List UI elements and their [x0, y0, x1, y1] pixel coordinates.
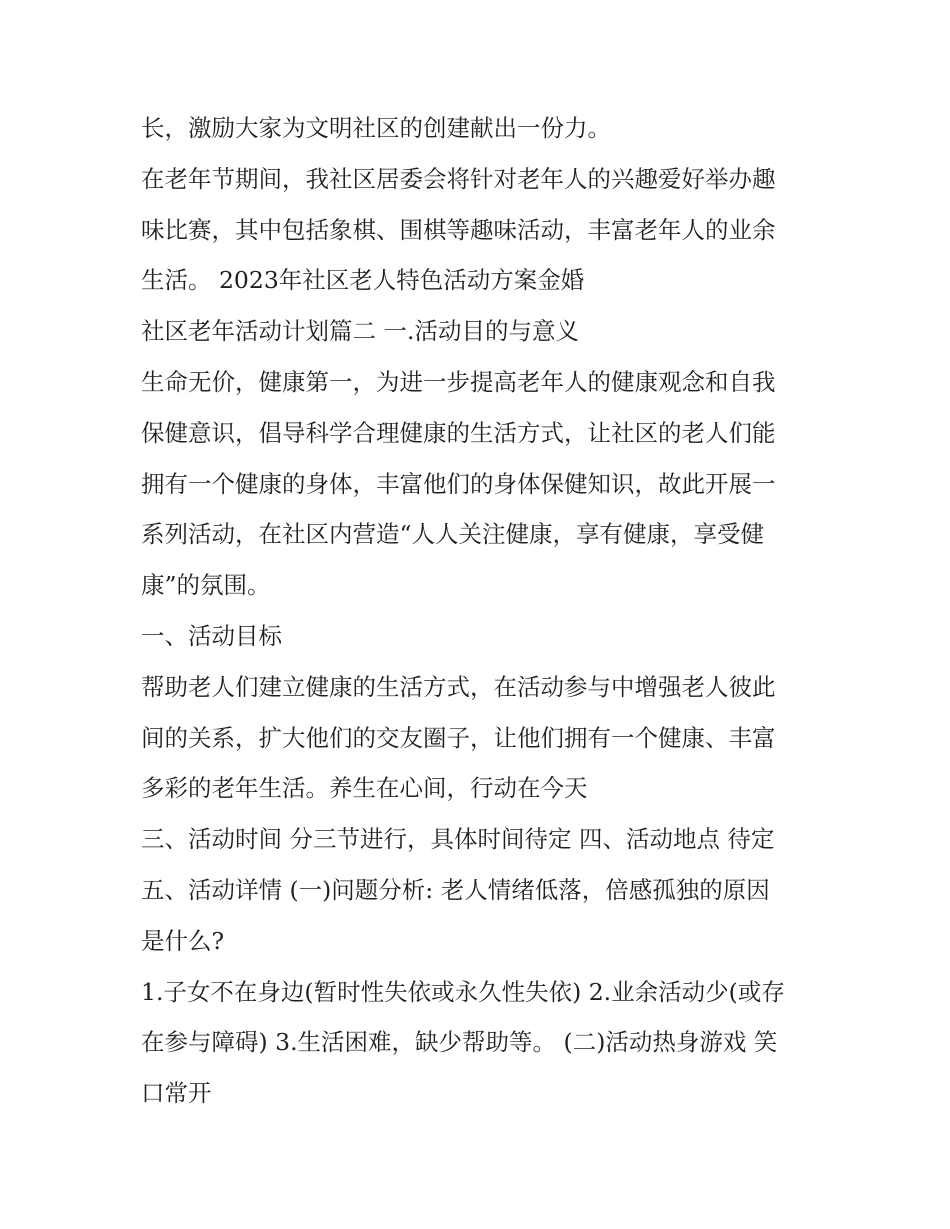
text-line-2: 在老年节期间，我社区居委会将针对老年人的兴趣爱好举办趣	[141, 164, 776, 193]
text-line-9: 系列活动，在社区内营造“人人关注健康，享有健康，享受健	[141, 520, 765, 549]
text-line-7: 保健意识，倡导科学合理健康的生活方式，让社区的老人们能	[141, 418, 776, 447]
text-line-17: 是什么?	[141, 926, 225, 955]
document-body	[141, 103, 813, 1119]
text-line-15: 三、活动时间 分三节进行，具体时间待定 四、活动地点 待定	[141, 825, 775, 854]
text-line-6: 生命无价，健康第一，为进一步提高老年人的健康观念和自我	[141, 367, 776, 396]
text-line-8: 拥有一个健康的身体，丰富他们的身体保健知识，故此开展一	[141, 469, 776, 498]
section-heading-goals: 一、活动目标	[141, 621, 282, 650]
text-line-14: 多彩的老年生活。养生在心间，行动在今天	[141, 774, 588, 803]
text-line-12: 帮助老人们建立健康的生活方式，在活动参与中增强老人彼此	[141, 672, 776, 701]
text-line-18: 1.子女不在身边(暂时性失依或永久性失依) 2.业余活动少(或存	[141, 977, 785, 1006]
text-line-16: 五、活动详情 (一)问题分析: 老人情绪低落，倍感孤独的原因	[141, 875, 770, 904]
text-line-10: 康”的氛围。	[141, 571, 271, 600]
text-line-4: 生活。 2023年社区老人特色活动方案金婚	[141, 266, 585, 295]
text-line-5: 社区老年活动计划篇二 一.活动目的与意义	[141, 317, 579, 346]
text-line-20: 口常开	[141, 1079, 212, 1108]
text-line-3: 味比赛，其中包括象棋、围棋等趣味活动，丰富老年人的业余	[141, 215, 776, 244]
text-line-19: 在参与障碍) 3.生活困难，缺少帮助等。 (二)活动热身游戏 笑	[141, 1028, 778, 1057]
text-line-1: 长，激励大家为文明社区的创建献出一份力。	[141, 114, 611, 142]
text-line-13: 间的关系，扩大他们的交友圈子，让他们拥有一个健康、丰富	[141, 723, 776, 752]
